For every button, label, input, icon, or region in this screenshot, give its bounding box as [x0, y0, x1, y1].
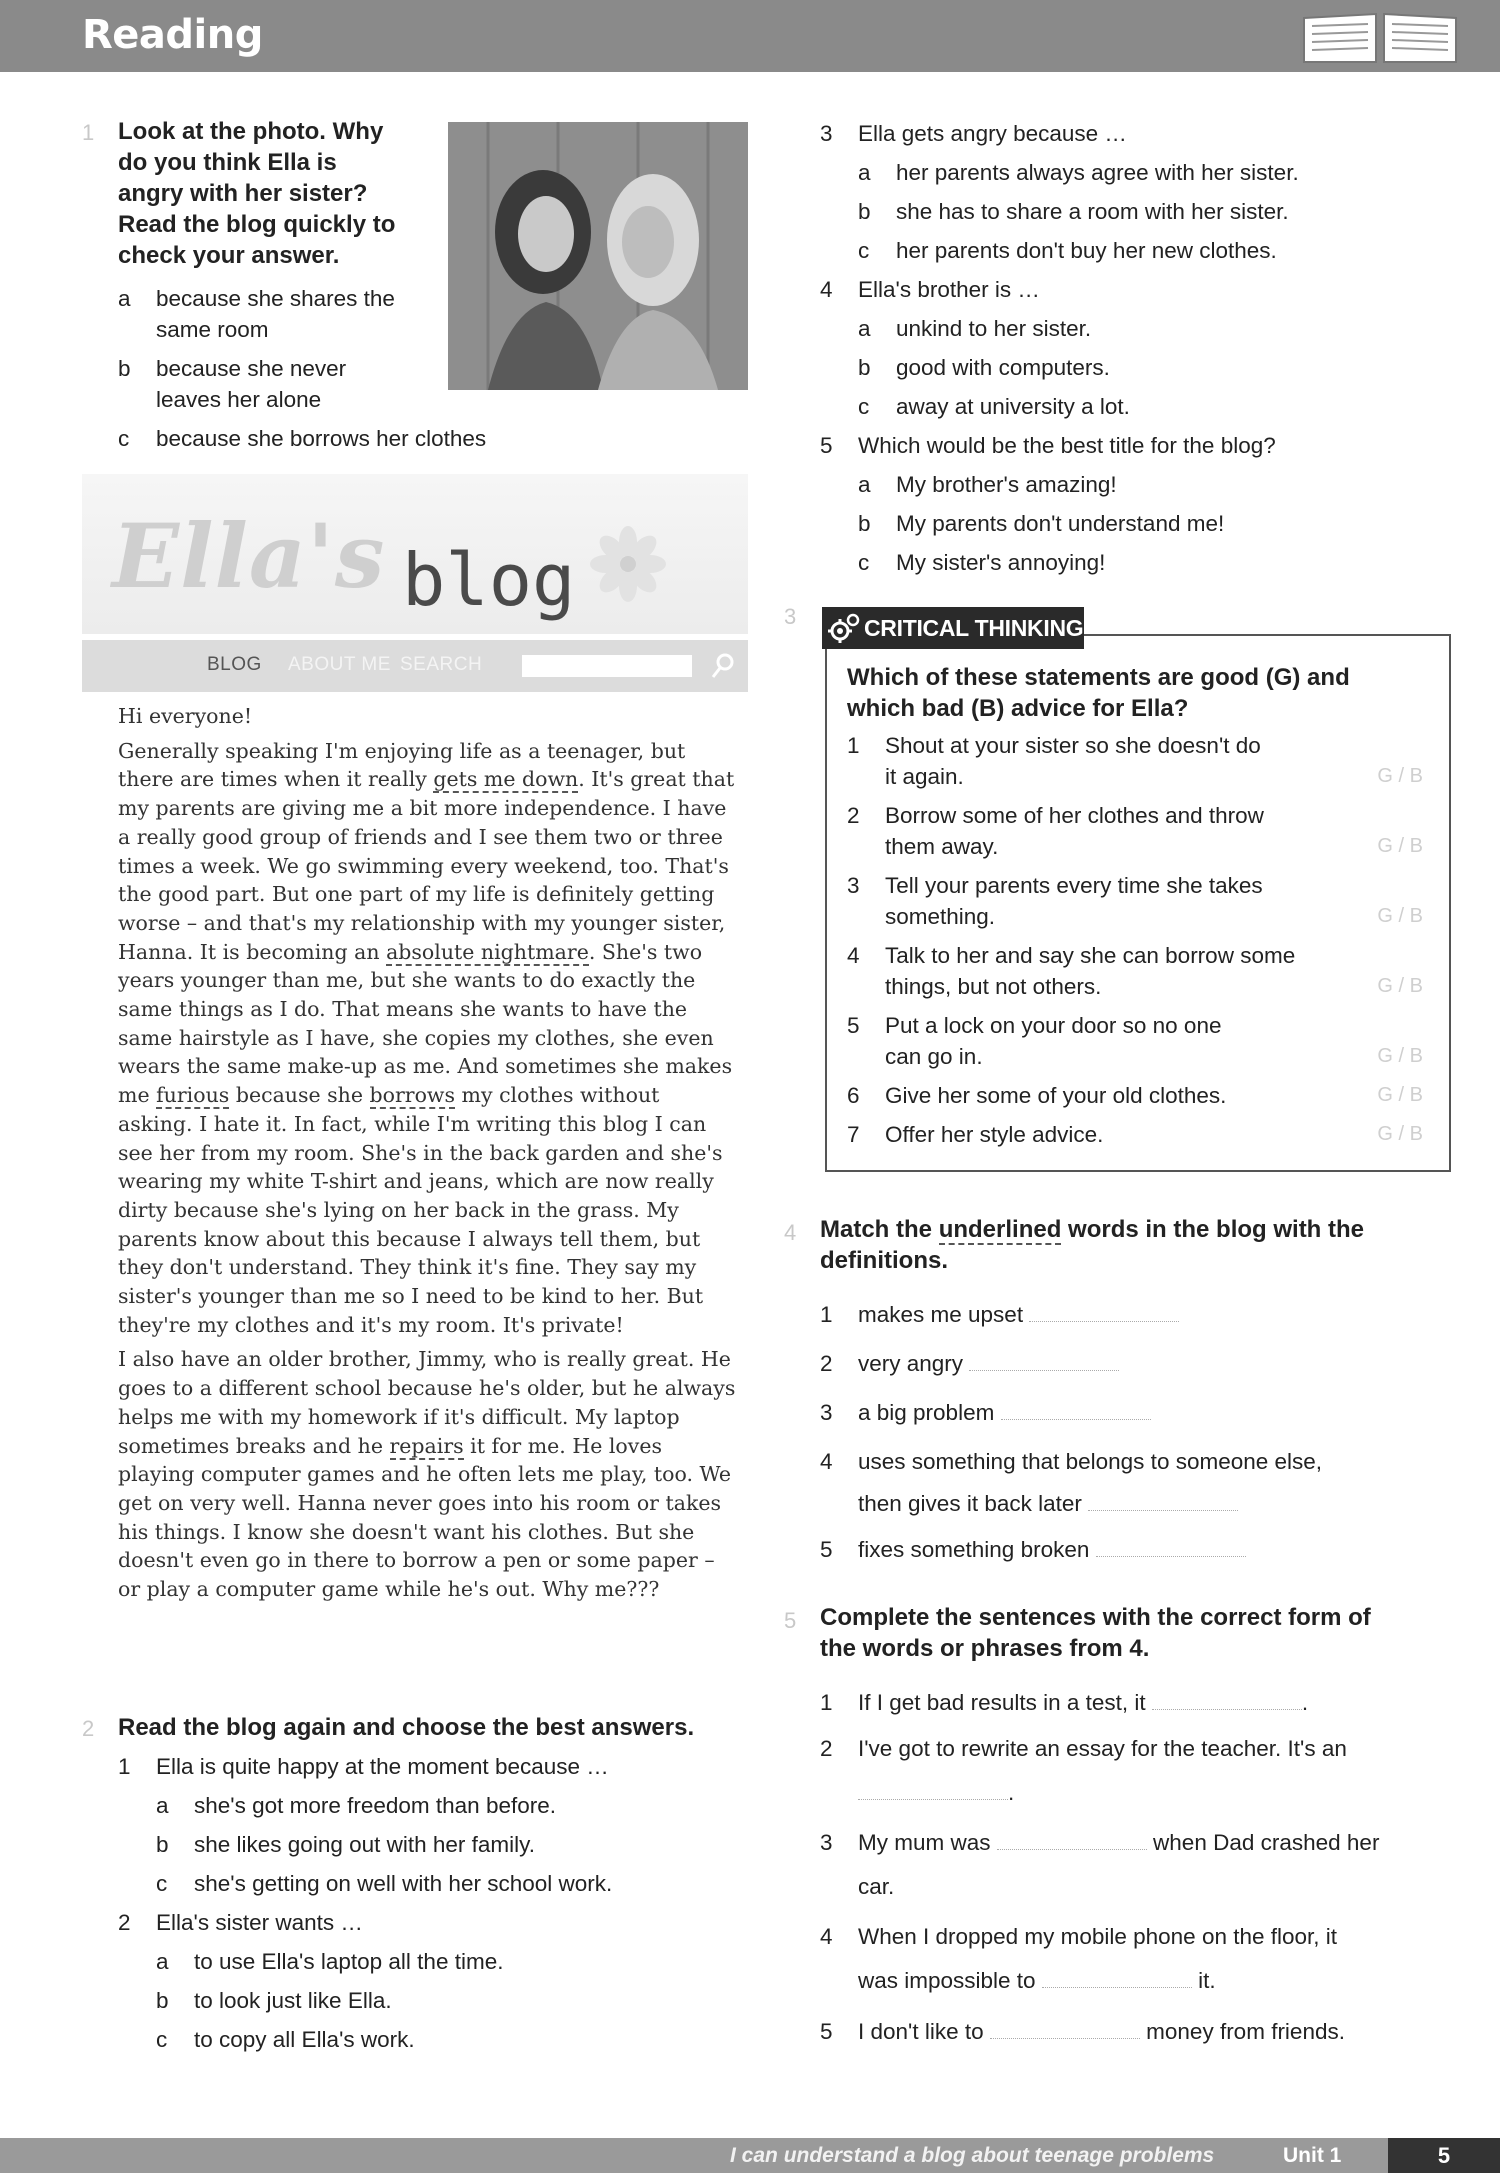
blog-title-name: Ella's [112, 504, 386, 608]
option-b[interactable]: b to look just like Ella. [156, 1988, 392, 2013]
blog-paragraph-2: I also have an older brother, Jimmy, who is really great. He goes to a different school because he's older, but he always helps me with my homework if it's difficult. My laptop sometimes breaks and he repairs it for me. He loves playing computer games and he often lets me play, too. We get on very well. Hanna never goes into his room or takes his things. I know she doesn't want his clothes. But she doesn't even go in there to borrow a pen or some paper – or play a computer game while he's out. Why me??? [118, 1347, 736, 1602]
question-heading: Look at the photo. Why do you think Ella is angry with her sister? Read the blog quickly to check your answer. [118, 118, 396, 269]
search-input[interactable] [522, 655, 692, 677]
answer-options [118, 283, 487, 454]
blog-greeting: Hi everyone! [118, 704, 253, 728]
question-4 [820, 1214, 1450, 1574]
sentence-item: 5 I don't like to money from friends. [820, 2019, 1345, 2044]
underlined-word: gets me down [433, 767, 579, 792]
question-2-continued [820, 118, 1450, 578]
definition-item: 1 makes me upset [820, 1290, 1450, 1339]
good-bad-choice[interactable]: G / B [1377, 1084, 1423, 1106]
statement-item: 4 Talk to her and say she can borrow some things, but not others. G / B [847, 940, 1437, 1002]
definition-item: 2 very angry [820, 1339, 1450, 1388]
gears-icon [828, 613, 860, 643]
answer-blank[interactable] [1029, 1303, 1179, 1322]
statement-item: 2 Borrow some of her clothes and throw them away. G / B [847, 800, 1437, 862]
sentence-item: 1 If I get bad results in a test, it . [820, 1690, 1309, 1715]
sentence-item: 4 When I dropped my mobile phone on the floor, it was impossible to it. [820, 1924, 1338, 1993]
good-bad-choice[interactable]: G / B [1377, 905, 1423, 927]
ellas-blog [82, 474, 748, 1610]
option-b[interactable]: b she likes going out with her family. [156, 1832, 535, 1857]
underlined-word: absolute nightmare [386, 939, 589, 964]
unit-label: Unit 1 [1283, 2144, 1342, 2167]
critical-thinking-label: CRITICAL THINKING [864, 615, 1084, 641]
good-bad-choice[interactable]: G / B [1377, 765, 1423, 787]
flower-icon [588, 524, 668, 604]
answer-blank[interactable] [1152, 1691, 1302, 1710]
answer-blank[interactable] [1088, 1492, 1238, 1511]
answer-blank[interactable] [1042, 1969, 1192, 1988]
statement-item: 7 Offer her style advice. G / B [847, 1119, 1437, 1150]
critical-thinking-tab [822, 607, 1084, 649]
question-number: 5 [784, 1608, 797, 1633]
nav-blog[interactable]: BLOG [207, 654, 262, 675]
option-a[interactable]: a her parents always agree with her sister. [858, 160, 1299, 185]
option-a[interactable]: a unkind to her sister. [858, 316, 1092, 341]
option-a[interactable]: a she's got more freedom than before. [156, 1793, 556, 1818]
answer-blank[interactable] [990, 2020, 1140, 2039]
photo-two-girls [448, 122, 748, 390]
q2-item-2: 2 Ella's sister wants … [118, 1910, 363, 1935]
option-a[interactable]: a My brother's amazing! [858, 472, 1117, 497]
option-a[interactable]: a to use Ella's laptop all the time. [156, 1949, 504, 1974]
answer-blank[interactable] [969, 1352, 1119, 1371]
question-heading: Read the blog again and choose the best answers. [118, 1714, 695, 1741]
q2-item-4: 4 Ella's brother is … [820, 277, 1040, 302]
question-number: 2 [82, 1716, 95, 1741]
option-b[interactable]: b she has to share a room with her sister. [858, 199, 1289, 224]
page-footer [0, 2138, 1500, 2173]
option-c[interactable]: c away at university a lot. [858, 394, 1130, 419]
nav-search[interactable]: SEARCH [400, 654, 483, 675]
section-title: Reading [82, 12, 263, 58]
option-b[interactable]: b My parents don't understand me! [858, 511, 1225, 536]
learning-objective: I can understand a blog about teenage problems [730, 2144, 1215, 2167]
page-number: 5 [1388, 2138, 1500, 2173]
blog-body [82, 702, 748, 1604]
option-b[interactable]: b good with computers. [858, 355, 1110, 380]
question-number: 4 [784, 1220, 797, 1245]
question-5 [820, 1602, 1450, 2056]
q2-item-3: 3 Ella gets angry because … [820, 121, 1127, 146]
sentence-item: 3 My mum was when Dad crashed her car. [820, 1830, 1380, 1899]
good-bad-choice[interactable]: G / B [1377, 975, 1423, 997]
search-icon[interactable] [710, 652, 736, 680]
good-bad-choice[interactable]: G / B [1377, 835, 1423, 857]
definition-item: 3 a big problem [820, 1388, 1450, 1437]
question-heading: Match the underlined words in the blog with the definitions. [820, 1216, 1365, 1274]
nav-about-me[interactable]: ABOUT ME [288, 654, 391, 675]
definition-item: 5 fixes something broken [820, 1525, 1450, 1574]
statement-item: 5 Put a lock on your door so no one can go in. G / B [847, 1010, 1437, 1072]
underlined-word: furious [156, 1083, 230, 1108]
question-heading: Which of these statements are good (G) and which bad (B) advice for Ella? [847, 664, 1350, 722]
q2-item-1: 1 Ella is quite happy at the moment because … [118, 1754, 609, 1779]
answer-blank[interactable] [1096, 1538, 1246, 1557]
blog-title-word: blog [402, 538, 576, 622]
question-heading: Complete the sentences with the correct form of the words or phrases from 4. [820, 1604, 1371, 1662]
option-c[interactable]: c My sister's annoying! [858, 550, 1106, 575]
answer-blank[interactable] [1001, 1401, 1151, 1420]
blog-banner [82, 474, 748, 634]
statement-item: 1 Shout at your sister so she doesn't do it again. G / B [847, 730, 1437, 792]
option-c[interactable]: c her parents don't buy her new clothes. [858, 238, 1277, 263]
statement-item: 3 Tell your parents every time she takes something. G / B [847, 870, 1437, 932]
answer-blank[interactable] [858, 1781, 1008, 1800]
sentence-item: 2 I've got to rewrite an essay for the teacher. It's an . [820, 1736, 1347, 1805]
q2-item-5: 5 Which would be the best title for the blog? [820, 433, 1276, 458]
blog-nav-bar [82, 640, 748, 692]
good-bad-choice[interactable]: G / B [1377, 1123, 1423, 1145]
blog-paragraph-1: Generally speaking I'm enjoying life as a teenager, but there are times when it really gets me down. It's great that my parents are giving me a bit more independence. I have a really good group of friends and I see them two or three times a week. We go swimming every weekend, too. That's the good part. But one part of my life is definitely getting worse – and that's my relationship with my younger sister, Hanna. It is becoming an absolute nightmare. She's two years younger than me, but she wants to do exactly the same things as I do. That means she wants to have the same hairstyle as I have, she copies my clothes, she even wears the same make-up as me. And sometimes she makes me furious because she borrows my clothes without asking. I hate it. In fact, while I'm writing this blog I can see her from my room. She's in the back garden and she's wearing my white T-shirt and jeans, which are now really dirty because she's lying on her back in the grass. My parents know about this because I always tell them, but they don't understand. They think it's fine. They say my sister's younger than me so I need to be kind to her. But they're my clothes and it's my room. It's private! [118, 738, 735, 1337]
option-c[interactable]: c she's getting on well with her school work. [156, 1871, 613, 1896]
question-1 [118, 116, 487, 454]
statement-item: 6 Give her some of your old clothes. G / B [847, 1080, 1437, 1111]
question-number: 3 [784, 604, 797, 629]
option-a[interactable]: a because she shares the same room [118, 286, 395, 342]
underlined-word: borrows [369, 1083, 456, 1108]
answer-blank[interactable] [997, 1831, 1147, 1850]
option-c[interactable]: c to copy all Ella's work. [156, 2027, 415, 2052]
option-b[interactable]: b because she never leaves her alone [118, 356, 347, 412]
critical-thinking-box [825, 634, 1451, 1172]
underlined-word: repairs [389, 1433, 464, 1458]
question-number: 1 [82, 120, 95, 145]
statement-list [847, 730, 1437, 1150]
open-book-icon [1300, 10, 1460, 66]
page-header [0, 0, 1500, 72]
good-bad-choice[interactable]: G / B [1377, 1045, 1423, 1067]
definition-item: 4 uses something that belongs to someone else, then gives it back later [820, 1449, 1323, 1516]
question-2 [118, 1712, 758, 2055]
option-c[interactable]: c because she borrows her clothes [118, 426, 487, 451]
